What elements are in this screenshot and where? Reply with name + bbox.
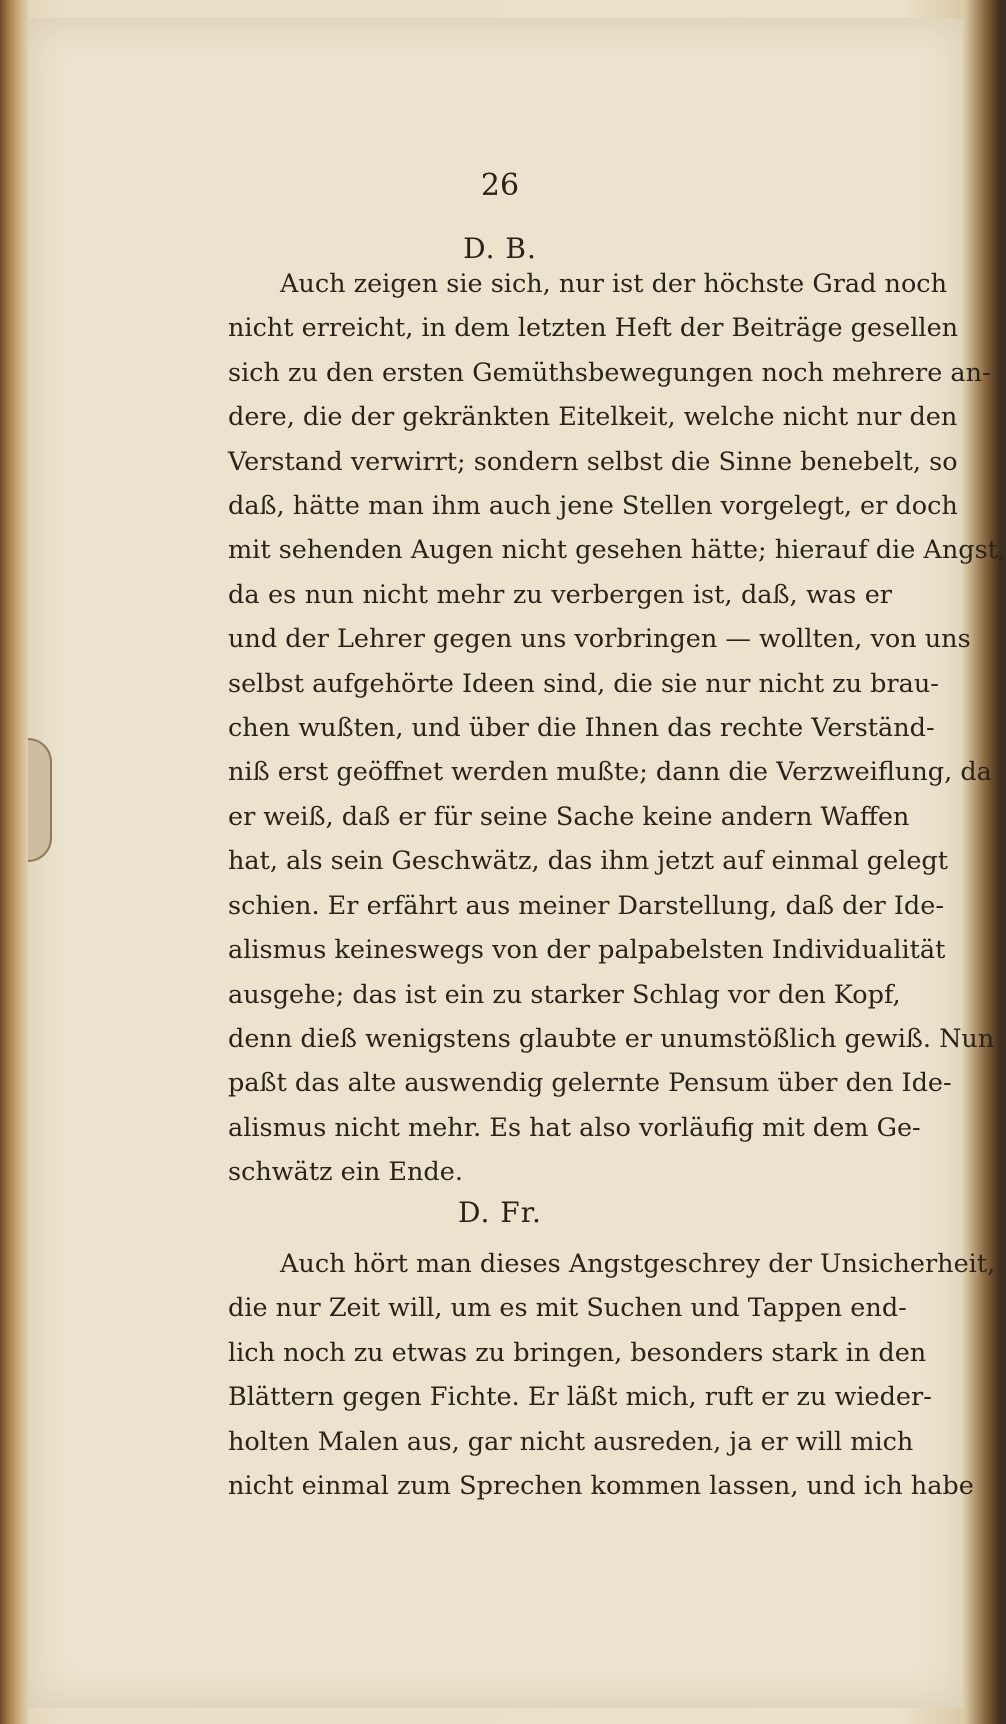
- text-line: Blättern gegen Fichte. Er läßt mich, ruft er zu wieder-: [228, 1382, 932, 1413]
- speaker-heading-2: D. Fr.: [458, 1196, 542, 1229]
- text-line: daß, hätte man ihm auch jene Stellen vorgelegt, er doch: [228, 491, 958, 522]
- text-line: Auch hört man dieses Angstgeschrey der Unsicherheit,: [280, 1249, 996, 1279]
- text-line: nicht erreicht, in dem letzten Heft der Beiträge gesellen: [228, 313, 959, 344]
- text-line: niß erst geöffnet werden mußte; dann die Verzweiflung, da: [228, 757, 992, 788]
- text-line: alismus keineswegs von der palpabelsten Individualität: [228, 935, 946, 966]
- text-line: holten Malen aus, gar nicht ausreden, ja er will mich: [228, 1426, 914, 1457]
- text-line: selbst aufgehörte Ideen sind, die sie nur nicht zu brau-: [228, 668, 939, 699]
- text-line: lich noch zu etwas zu bringen, besonders stark in den: [228, 1337, 927, 1368]
- text-line: Verstand verwirrt; sondern selbst die Sinne benebelt, so: [228, 446, 958, 477]
- text-line: da es nun nicht mehr zu verbergen ist, daß, was er: [228, 579, 892, 610]
- paragraph-1: [228, 262, 1006, 1195]
- text-line: Auch zeigen sie sich, nur ist der höchste Grad noch: [280, 269, 947, 299]
- text-line: mit sehenden Augen nicht gesehen hätte; hierauf die Angst,: [228, 535, 1006, 566]
- text-line: dere, die der gekränkten Eitelkeit, welche nicht nur den: [228, 402, 958, 433]
- text-line: denn dieß wenigstens glaubte er unumstößlich gewiß. Nun: [228, 1023, 995, 1054]
- page-clip: [28, 738, 52, 862]
- paragraph-2: [228, 1242, 996, 1508]
- text-line: er weiß, daß er für seine Sache keine andern Waffen: [228, 801, 910, 832]
- text-line: die nur Zeit will, um es mit Suchen und Tappen end-: [228, 1293, 907, 1324]
- text-line: paßt das alte auswendig gelernte Pensum über den Ide-: [228, 1068, 952, 1099]
- text-line: sich zu den ersten Gemüthsbewegungen noch mehrere an-: [228, 357, 991, 388]
- text-line: ausgehe; das ist ein zu starker Schlag vor den Kopf,: [228, 979, 901, 1010]
- text-line: schien. Er erfährt aus meiner Darstellung, daß der Ide-: [228, 890, 944, 921]
- text-line: chen wußten, und über die Ihnen das rechte Verständ-: [228, 713, 935, 744]
- text-line: alismus nicht mehr. Es hat also vorläufig mit dem Ge-: [228, 1112, 921, 1143]
- page-number: 26: [480, 168, 520, 203]
- text-line: hat, als sein Geschwätz, das ihm jetzt auf einmal gelegt: [228, 846, 949, 877]
- text-line: und der Lehrer gegen uns vorbringen — wollten, von uns: [228, 624, 971, 655]
- text-line: schwätz ein Ende.: [228, 1157, 463, 1188]
- speaker-heading-1: D. B.: [463, 232, 537, 265]
- text-line: nicht einmal zum Sprechen kommen lassen, und ich habe: [228, 1471, 974, 1502]
